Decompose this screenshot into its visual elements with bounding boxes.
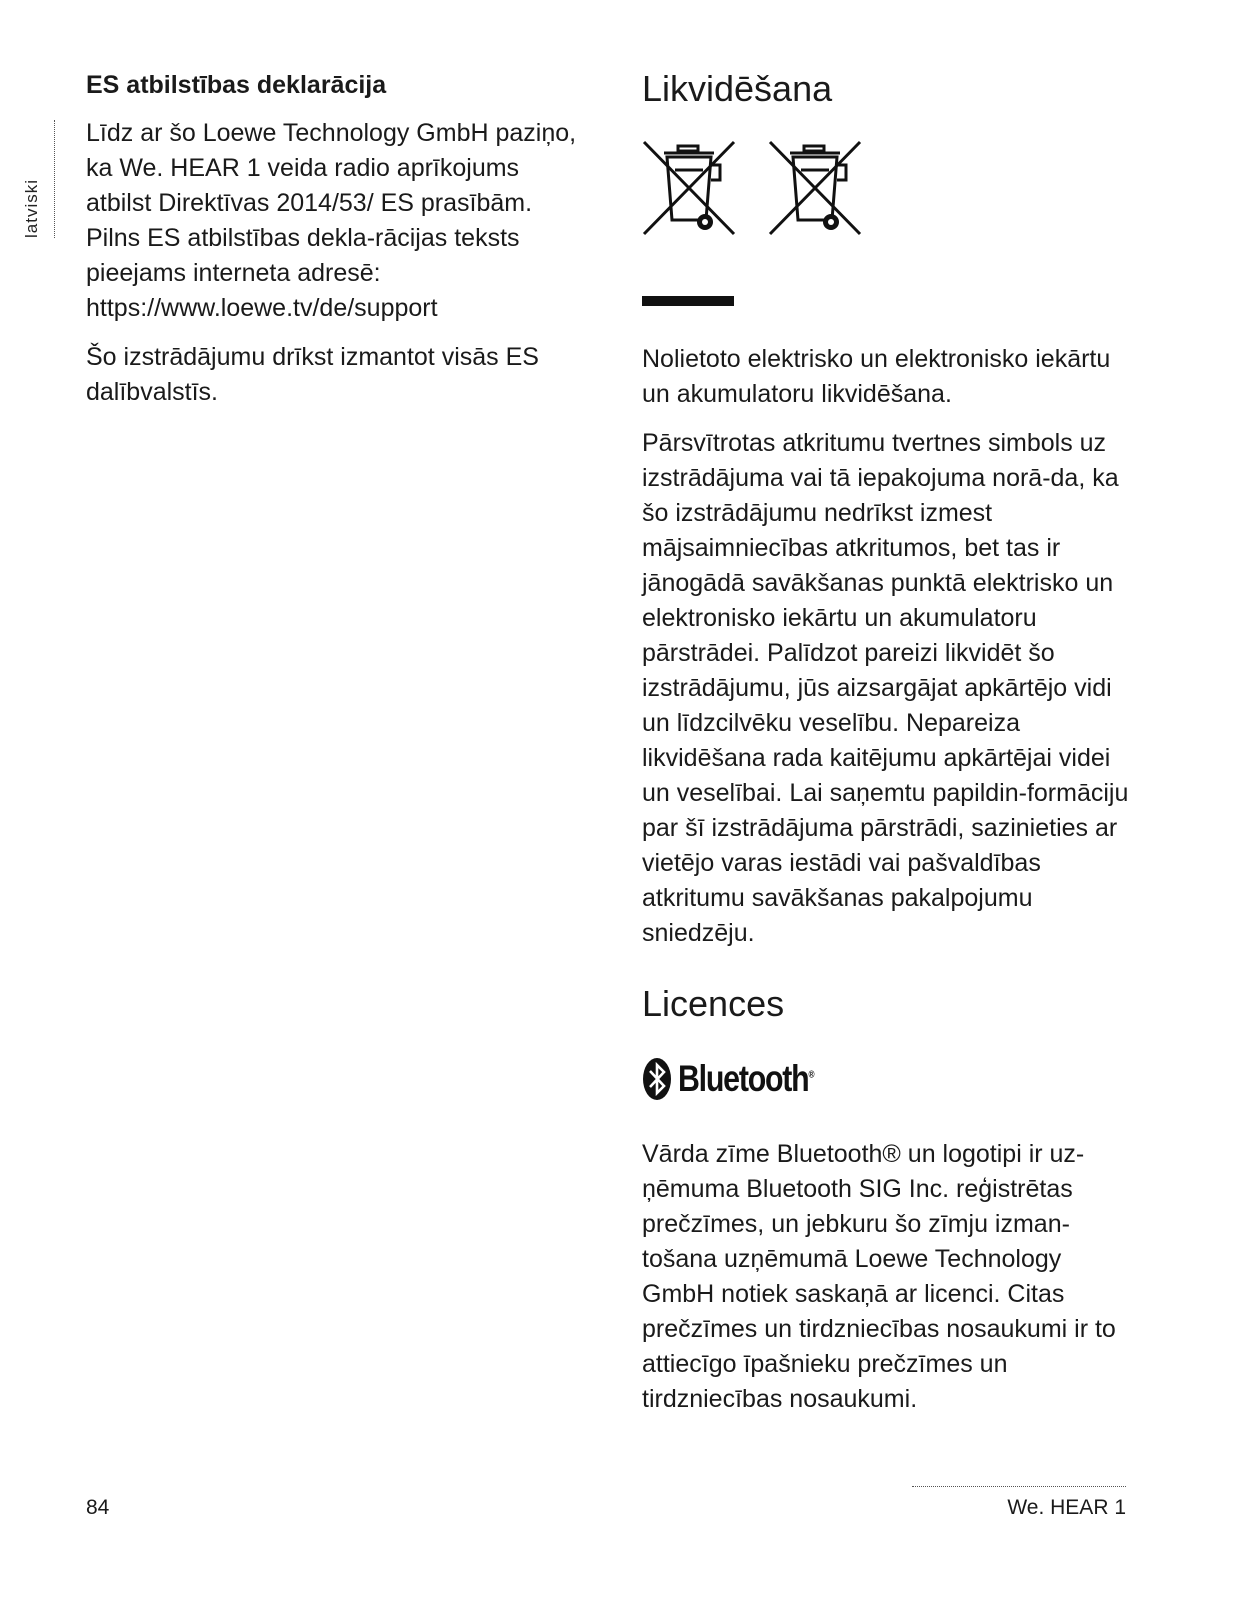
bluetooth-wordmark bbox=[678, 1058, 815, 1100]
disposal-body-text: Pārsvītrotas atkritumu tvertnes simbols uz izstrādājuma vai tā iepakojuma norā-da, ka šo izstrādājumu nedrīkst izmest mājsaimniecības atkritumos, bet tas ir jānogādā savākšanas punktā elektrisko un elektronisko iekārtu un akumulatoru pārstrādei. Palīdzot pareizi likvidēt šo izstrādājumu, jūs aizsargājat apkārtējo vidi un līdzcilvēku veselību. Nepareiza likvidēšana rada kaitējumu apkārtējai videi un veselībai. Lai saņemtu papildin-formāciju par šī izstrādājuma pārstrādi, sazinieties ar vietējo varas iestādi vai pašvaldības atkritumu savākšanas pakalpojumu sniedzēju. bbox=[642, 429, 1129, 947]
footer-divider bbox=[912, 1486, 1126, 1487]
disposal-symbols bbox=[642, 112, 1132, 342]
disposal-intro-text: Nolietoto elektrisko un elektronisko iekārtu un akumulatoru likvidēšana. bbox=[642, 345, 1111, 408]
black-bar-symbol bbox=[642, 296, 734, 306]
right-column bbox=[642, 66, 1132, 1417]
crossed-bin-with-bar-icon bbox=[642, 140, 738, 240]
eu-declaration-text: Līdz ar šo Loewe Technology GmbH paziņo, ka We. HEAR 1 veida radio aprīkojums atbilst Direktīvas 2014/53/ ES prasībām. Pilns ES atbilstības dekla-rācijas teksts pieejams interneta adresē: https://www.loewe.tv/de/support bbox=[86, 119, 577, 322]
crossed-bin-icon bbox=[768, 140, 864, 240]
bluetooth-wordmark-text: Bluetooth bbox=[678, 1058, 809, 1099]
bluetooth-icon bbox=[642, 1057, 672, 1101]
licences-text: Vārda zīme Bluetooth® un logotipi ir uz-ņēmuma Bluetooth SIG Inc. reģistrētas prečzīmes, un jebkuru šo zīmju izman-tošana uzņēmumā Loewe Technology GmbH notiek saskaņā ar licenci. Citas prečzīmes un tirdzniecības nosaukumi ir to attiecīgo īpašnieku prečzīmes un tirdzniecības nosaukumi. bbox=[642, 1140, 1116, 1413]
disposal-heading: Likvidēšana bbox=[642, 68, 833, 109]
licences-heading: Licences bbox=[642, 983, 785, 1024]
eu-declaration-section bbox=[86, 68, 586, 410]
product-name: We. HEAR 1 bbox=[1007, 1496, 1126, 1519]
page-number: 84 bbox=[86, 1496, 110, 1519]
language-label: latviski bbox=[22, 178, 41, 238]
eu-usage-text: Šo izstrādājumu drīkst izmantot visās ES dalībvalstīs. bbox=[86, 343, 539, 406]
eu-declaration-heading: ES atbilstības deklarācija bbox=[86, 71, 387, 99]
bluetooth-logo bbox=[642, 1049, 1132, 1109]
language-side-tab bbox=[20, 120, 55, 238]
registered-mark: ® bbox=[808, 1069, 815, 1081]
